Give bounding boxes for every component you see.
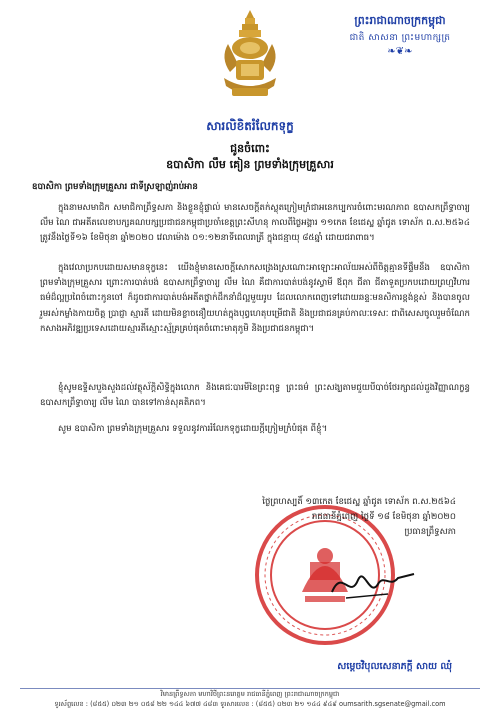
national-motto: ជាតិ សាសនា ព្រះមហាក្សត្រ (349, 33, 451, 43)
kingdom-header (320, 14, 480, 57)
header-ornament: ❧❦❧ (387, 46, 413, 57)
handwritten-signature (328, 558, 418, 608)
royal-coat-of-arms-icon (218, 8, 282, 104)
footer-contact: ទូរស័ព្ទលេខ : (៨៥៥) ០២៣ ២១ ០៥៨ ២២ ១៤៤ ៦៧៧ ៤៨៣ ទូរសារលេខ : (៨៥៥) ០២៣ ២១ ១៤៤ ៩៤៩ oumsarith.sgsenate@gmail.com (54, 700, 446, 708)
recipient-label: ជូនចំពោះ (230, 142, 270, 155)
signer-title: ប្រធានព្រឹទ្ធសភា (404, 527, 456, 537)
paragraph-2: ក្នុងវេលាប្រកបដោយសមានទុក្ខនេះ យើងខ្ញុំមានសេចក្តីសោកសង្រេងស្រណោះអាឡោះអាល័យអស់ពីចិត្តគ្មានទីផ្ទឹមនឹង ឧបាសិកា ព្រមទាំងក្រុមគ្រួសារ ព្រោះការបាត់បង់ ឧបាសកព្រឹទ្ធាចារ្យ លឹម ណៃ គឺជាការបាត់បង់នូវស្វាមី ឪពុក ជីតា ជីតាទួតប្រកបដោយព្រហ្មវិហារធម៌ដ៏ល្អប្រពៃចំពោះកូនចៅ ក៏ដូចជាការបាត់បង់អតីតថ្នាក់ដឹកនាំដ៏ល្អមួយរូប ដែលលោកពេញទៅដោយឆន្ទៈមនសិការខ្ពង់ខ្ពស់ និងបានចូលរួមរស់កម្លាំងកាយចិត្ត ប្រាជ្ញា ស្មារតី ដោយមិនខ្លាចនឿយហត់ក្នុងបុព្វហេតុបម្រើជាតិ និងប្រជាជនគ្រប់កាលៈទេសៈ ជាពិសេសចូលរួមចំណែកកសាងអភិវឌ្ឍប្រទេសដោយស្មារតីស្មោះស្ម័គ្រគ្រប់ផុតចំពោះមាតុភូមិ និងប្រជាជនកម្ពុជា។ (40, 263, 470, 334)
signer-name: សម្តេចវិបុលសេនាភក្តី សាយ ឈុំ (337, 661, 452, 672)
kingdom-name: ព្រះរាជាណាចក្រកម្ពុជា (354, 14, 446, 27)
paragraph-1: ក្នុងនាមសមាជិក សមាជិកាព្រឹទ្ធសភា និងខ្លួនខ្ញុំផ្ទាល់ មានសេចក្តីតក់ស្លុតក្រៀមក្រំជាអនេកប្បការចំពោះមរណភាព ឧបាសកព្រឹទ្ធាចារ្យ លឹម ណៃ ជាអតីតលេខាបក្សគណបក្សប្រជាជនកម្ពុជាប្រចាំខេត្តព្រះសីហនុ កាលពីថ្ងៃអង្គារ ១១កេត ខែជេស្ឋ ឆ្នាំជូត ទោស័ក ព.ស.២៥៦៤ ត្រូវនឹងថ្ងៃទី១៦ ខែមិថុនា ឆ្នាំ២០២០ វេលាម៉ោង ០១:១២នាទីពេលរាត្រី ក្នុងជន្មាយុ ៨៥ឆ្នាំ ដោយជរាពាធ។ (40, 203, 470, 244)
gregorian-date: រាជធានីភ្នំពេញ ថ្ងៃទី ១៨ ខែមិថុនា ឆ្នាំ២០២០ (311, 512, 456, 522)
footer-address: វិមានព្រឹទ្ធសភា មហាវិថីព្រះនរោត្តម រាជធានីភ្នំពេញ ព្រះរាជាណាចក្រកម្ពុជា (160, 690, 340, 698)
salutation: ឧបាសិកា ព្រមទាំងក្រុមគ្រួសារ ជាទីស្រឡាញ់រាប់អាន (32, 182, 198, 192)
document-title: សារលិខិតរំលែកទុក្ខ (206, 119, 294, 133)
date-block (246, 495, 456, 540)
recipient-name: ឧបាសិកា លឹម គៀន ព្រមទាំងក្រុមគ្រួសារ (166, 158, 334, 171)
paragraph-3: ខ្ញុំសូមឧទ្ទិសបួងសួងដល់វត្ថុស័ក្តិសិទ្ធិក្នុងលោក និងគេជៈបារមីនៃព្រះពុទ្ធ ព្រះធម៌ ព្រះសង្ឃតាមជួយបីបាច់ថែរក្សាដល់ដួងវិញ្ញាណក្ខន្ធ ឧបាសកព្រឹទ្ធាចារ្យ លឹម ណៃ បានទៅកាន់សុគតិភព។ (40, 383, 470, 409)
paragraph-4: សូម ឧបាសិកា ព្រមទាំងក្រុមគ្រួសារ ទទួលនូវការរំលែកទុក្ខដោយក្តីក្រៀមក្រំបំផុត ពីខ្ញុំ។ (58, 424, 328, 434)
lunar-date: ថ្ងៃព្រហស្បតិ៍ ១៣កេត ខែជេស្ឋ ឆ្នាំជូត ទោស័ក ព.ស.២៥៦៤ (262, 497, 456, 507)
footer-divider (20, 688, 480, 689)
